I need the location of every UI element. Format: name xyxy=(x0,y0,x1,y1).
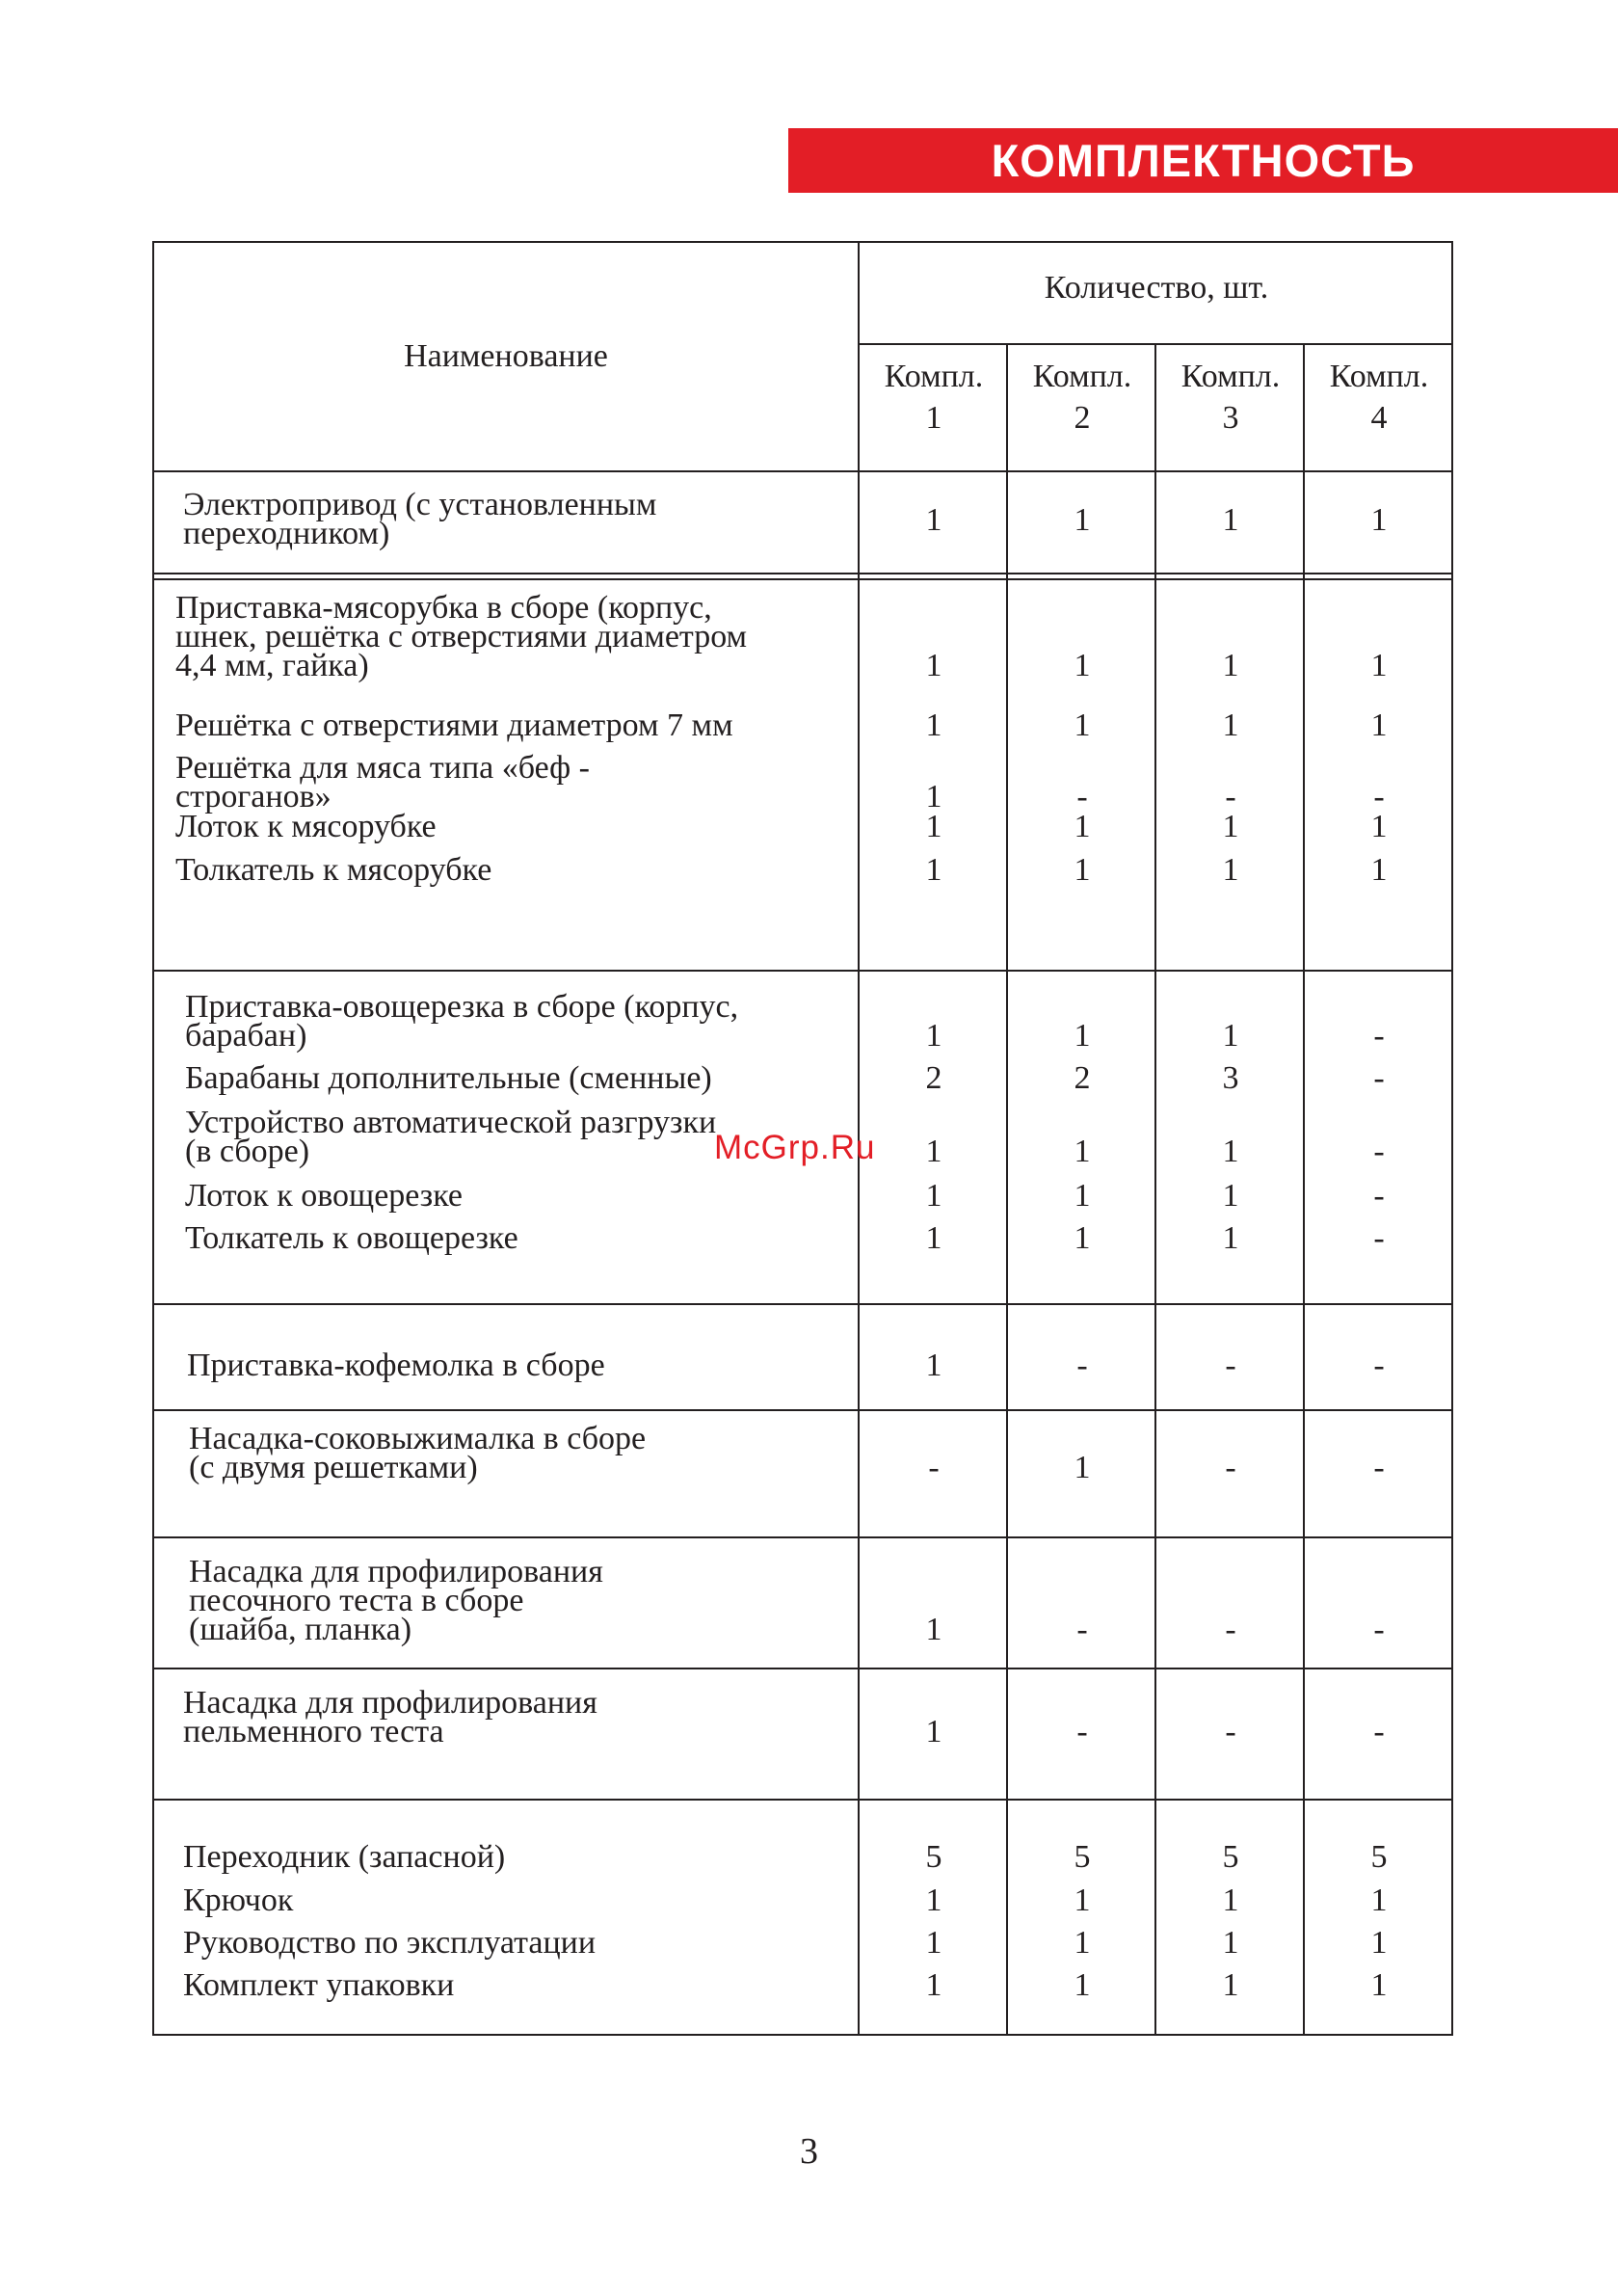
item-value-set-3: 5 xyxy=(1222,1839,1239,1875)
item-value-set-3: 1 xyxy=(1222,1134,1239,1169)
item-name-line: 4,4 мм, гайка) xyxy=(175,648,369,683)
item-value-set-2: 1 xyxy=(1074,1925,1091,1961)
item-value-set-4: - xyxy=(1373,1134,1385,1169)
row-divider xyxy=(154,1303,1453,1305)
item-value-set-4: 1 xyxy=(1370,809,1388,844)
item-value-set-4: 1 xyxy=(1370,1967,1388,2003)
item-value-set-3: 3 xyxy=(1222,1060,1239,1096)
item-value-set-4: 1 xyxy=(1370,648,1388,683)
item-name-line: Комплект упаковки xyxy=(183,1967,455,2003)
header-set-2 xyxy=(1008,356,1156,439)
item-name xyxy=(175,707,733,743)
item-value-set-2: 1 xyxy=(1074,707,1091,743)
item-name xyxy=(185,1178,464,1214)
item-value-set-4: 1 xyxy=(1370,852,1388,888)
item-value-set-1: 1 xyxy=(925,779,942,814)
item-value-set-2: - xyxy=(1076,1348,1088,1383)
item-name xyxy=(183,1882,294,1918)
header-set-4-number: 4 xyxy=(1370,400,1388,436)
item-name-line: Руководство по эксплуатации xyxy=(183,1925,597,1961)
item-value-set-1: 1 xyxy=(925,1178,942,1214)
row-divider xyxy=(154,1536,1453,1538)
header-set-3-number: 3 xyxy=(1222,400,1239,436)
item-value-set-4: 5 xyxy=(1370,1839,1388,1875)
item-value-set-3: - xyxy=(1225,1612,1236,1647)
row-divider xyxy=(154,1668,1453,1669)
item-value-set-3: - xyxy=(1225,1450,1236,1485)
item-value-set-4: - xyxy=(1373,779,1385,814)
item-name-line: барабан) xyxy=(185,1018,307,1054)
item-value-set-1: 1 xyxy=(925,707,942,743)
item-name-line: песочного теста в сборе xyxy=(189,1583,524,1618)
item-value-set-2: - xyxy=(1076,779,1088,814)
item-name-line: (с двумя решетками) xyxy=(189,1450,478,1485)
item-name-line: Барабаны дополнительные (сменные) xyxy=(185,1060,712,1096)
row-divider xyxy=(154,470,1453,472)
item-name-line: Решётка с отверстиями диаметром 7 мм xyxy=(175,707,733,743)
header-set-2-label: Компл. xyxy=(1032,359,1132,394)
item-name-line: Устройство автоматической разгрузки xyxy=(185,1105,717,1140)
header-set-4 xyxy=(1305,356,1453,439)
item-value-set-3: 1 xyxy=(1222,1018,1239,1054)
item-value-set-2: 1 xyxy=(1074,1450,1091,1485)
item-name xyxy=(185,1220,518,1256)
item-name-line: Приставка-овощерезка в сборе (корпус, xyxy=(185,989,739,1025)
item-value-set-4: - xyxy=(1373,1178,1385,1214)
item-value-set-2: 1 xyxy=(1074,502,1091,538)
item-value-set-2: - xyxy=(1076,1714,1088,1749)
item-value-set-3: 1 xyxy=(1222,707,1239,743)
item-name xyxy=(183,1967,455,2003)
item-name-line: переходником) xyxy=(183,516,390,551)
header-set-1 xyxy=(860,356,1008,439)
item-value-set-4: 1 xyxy=(1370,502,1388,538)
item-value-set-3: 1 xyxy=(1222,1925,1239,1961)
header-name: Наименование xyxy=(404,338,608,374)
item-value-set-2: - xyxy=(1076,1612,1088,1647)
header-set-1-number: 1 xyxy=(925,400,942,436)
item-name-line: Насадка для профилирования xyxy=(189,1554,603,1589)
item-name-line: Приставка-кофемолка в сборе xyxy=(187,1348,605,1383)
item-name-line: Лоток к овощерезке xyxy=(185,1178,464,1214)
header-set-3-label: Компл. xyxy=(1180,359,1281,394)
row-divider xyxy=(154,970,1453,972)
item-value-set-2: 1 xyxy=(1074,648,1091,683)
item-value-set-3: - xyxy=(1225,1348,1236,1383)
page-number: 3 xyxy=(800,2131,818,2172)
item-name xyxy=(189,1421,647,1485)
item-value-set-1: 1 xyxy=(925,1612,942,1647)
item-value-set-1: 1 xyxy=(925,1348,942,1383)
item-value-set-1: 2 xyxy=(925,1060,942,1096)
item-value-set-1: 1 xyxy=(925,852,942,888)
item-value-set-3: 1 xyxy=(1222,1967,1239,2003)
item-name xyxy=(175,590,748,683)
item-name xyxy=(183,1839,506,1875)
item-value-set-4: - xyxy=(1373,1348,1385,1383)
item-name xyxy=(175,852,492,888)
item-name-line: Решётка для мяса типа «беф - xyxy=(175,750,590,786)
item-name-line: Приставка-мясорубка в сборе (корпус, xyxy=(175,590,712,626)
item-value-set-1: 1 xyxy=(925,1967,942,2003)
item-value-set-1: - xyxy=(928,1450,940,1485)
row-divider xyxy=(154,1409,1453,1411)
item-value-set-4: - xyxy=(1373,1714,1385,1749)
item-value-set-4: - xyxy=(1373,1060,1385,1096)
item-value-set-2: 1 xyxy=(1074,1967,1091,2003)
row-divider xyxy=(154,578,1453,580)
item-name-line: (в сборе) xyxy=(185,1134,310,1169)
item-value-set-1: 1 xyxy=(925,1134,942,1169)
header-set-2-number: 2 xyxy=(1074,400,1091,436)
item-value-set-3: 1 xyxy=(1222,502,1239,538)
item-name xyxy=(187,1348,605,1383)
item-name-line: Электропривод (с установленным xyxy=(183,487,657,522)
item-value-set-3: 1 xyxy=(1222,852,1239,888)
item-name xyxy=(183,487,657,551)
item-name-line: Насадка-соковыжималка в сборе xyxy=(189,1421,647,1456)
item-name xyxy=(189,1554,603,1647)
header-quantity: Количество, шт. xyxy=(1044,270,1269,306)
item-name xyxy=(185,989,739,1054)
item-name-line: строганов» xyxy=(175,779,332,814)
item-value-set-1: 1 xyxy=(925,1220,942,1256)
item-value-set-4: 1 xyxy=(1370,1925,1388,1961)
watermark-text: McGrp.Ru xyxy=(714,1129,876,1166)
item-value-set-1: 1 xyxy=(925,1714,942,1749)
item-value-set-1: 1 xyxy=(925,1882,942,1918)
item-value-set-1: 5 xyxy=(925,1839,942,1875)
item-name-line: шнек, решётка с отверстиями диаметром xyxy=(175,619,748,654)
header-set-4-label: Компл. xyxy=(1329,359,1429,394)
item-value-set-4: - xyxy=(1373,1612,1385,1647)
item-name xyxy=(183,1685,597,1749)
item-value-set-3: - xyxy=(1225,779,1236,814)
item-value-set-1: 1 xyxy=(925,648,942,683)
item-name xyxy=(185,1105,717,1169)
item-name-line: (шайба, планка) xyxy=(189,1612,412,1647)
item-value-set-2: 1 xyxy=(1074,1882,1091,1918)
item-name-line: Крючок xyxy=(183,1882,294,1918)
section-banner xyxy=(788,128,1618,193)
item-value-set-3: 1 xyxy=(1222,809,1239,844)
item-value-set-1: 1 xyxy=(925,502,942,538)
item-name xyxy=(183,1925,597,1961)
item-value-set-4: 1 xyxy=(1370,1882,1388,1918)
item-value-set-4: 1 xyxy=(1370,707,1388,743)
item-value-set-2: 5 xyxy=(1074,1839,1091,1875)
item-name xyxy=(175,750,590,814)
item-value-set-2: 1 xyxy=(1074,1018,1091,1054)
item-name-line: Переходник (запасной) xyxy=(183,1839,506,1875)
item-value-set-3: 1 xyxy=(1222,1882,1239,1918)
item-value-set-4: - xyxy=(1373,1220,1385,1256)
item-value-set-3: 1 xyxy=(1222,1220,1239,1256)
item-name-line: пельменного теста xyxy=(183,1714,444,1749)
item-value-set-1: 1 xyxy=(925,1018,942,1054)
item-name-line: Толкатель к овощерезке xyxy=(185,1220,518,1256)
item-value-set-2: 1 xyxy=(1074,809,1091,844)
item-name-line: Лоток к мясорубке xyxy=(175,809,437,844)
item-name xyxy=(185,1060,712,1096)
item-name-line: Толкатель к мясорубке xyxy=(175,852,492,888)
item-value-set-3: 1 xyxy=(1222,648,1239,683)
header-set-1-label: Компл. xyxy=(884,359,984,394)
header-set-3 xyxy=(1156,356,1305,439)
row-divider xyxy=(154,573,1453,574)
item-value-set-3: - xyxy=(1225,1714,1236,1749)
item-value-set-2: 2 xyxy=(1074,1060,1091,1096)
item-value-set-1: 1 xyxy=(925,809,942,844)
row-divider xyxy=(154,1799,1453,1801)
item-value-set-3: 1 xyxy=(1222,1178,1239,1214)
item-name xyxy=(175,809,437,844)
item-value-set-4: - xyxy=(1373,1018,1385,1054)
section-title: КОМПЛЕКТНОСТЬ xyxy=(991,135,1416,186)
item-name-line: Насадка для профилирования xyxy=(183,1685,597,1721)
item-value-set-2: 1 xyxy=(1074,852,1091,888)
item-value-set-2: 1 xyxy=(1074,1178,1091,1214)
item-value-set-2: 1 xyxy=(1074,1134,1091,1169)
item-value-set-4: - xyxy=(1373,1450,1385,1485)
item-value-set-2: 1 xyxy=(1074,1220,1091,1256)
item-value-set-1: 1 xyxy=(925,1925,942,1961)
